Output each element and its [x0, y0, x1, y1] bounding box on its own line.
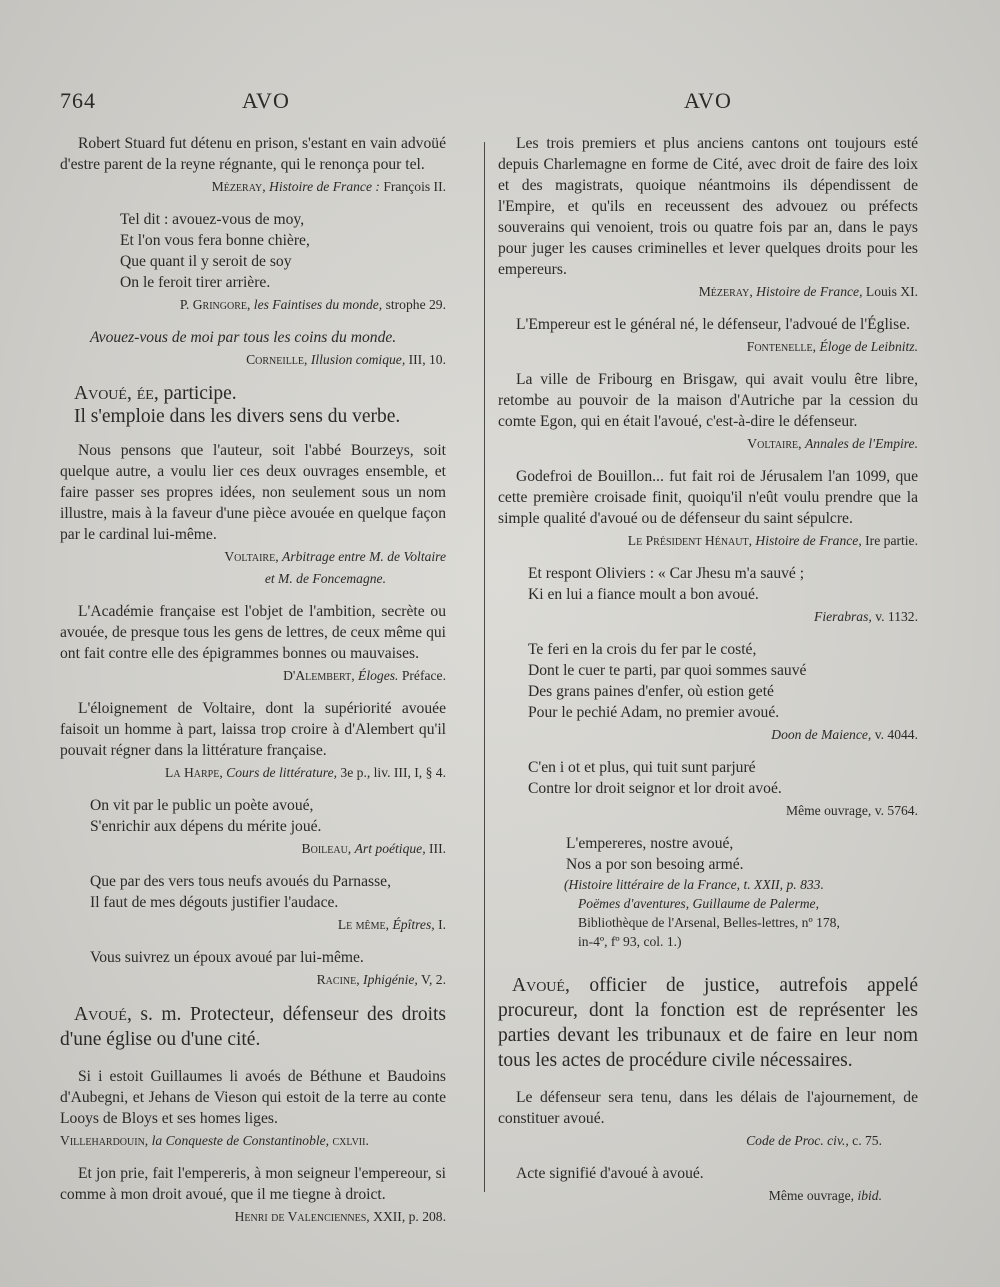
page-number: 764: [60, 88, 96, 113]
verse-block: C'en i ot et plus, qui tuit sunt parjuré Contre lor droit seignor et lor droit avoé.: [528, 759, 782, 797]
citation: Corneille, Illusion comique, III, 10.: [246, 352, 446, 367]
right-column: [498, 133, 918, 1218]
citation: Le Président Hénaut, Histoire de France, Ire partie.: [627, 533, 918, 548]
citation: Villehardouin, la Conqueste de Constantinoble, cxlvii.: [60, 1133, 369, 1148]
entry-heading: Avoué, s. m. Protecteur, défenseur des droits d'une église ou d'une cité.: [60, 1004, 447, 1050]
citation: Racine, Iphigénie, V, 2.: [316, 972, 446, 987]
citation: P. Gringore, les Faintises du monde, strophe 29.: [179, 297, 446, 312]
citation-block: (Histoire littéraire de la France, t. XXII, p. 833. Poëmes d'aventures, Guillaume de Palerme, Bibliothèque de l'Arsenal, Belles-lettres, nº 178, in-4º, fº 93, col. 1.): [564, 877, 840, 949]
citation: Voltaire, Arbitrage entre M. de Voltaire: [224, 549, 446, 564]
quote-paragraph: Robert Stuard fut détenu en prison, s'estant en vain advoüé d'estre parent de la reyne régnante, qui le renonça pour tel.: [60, 135, 446, 173]
quote-paragraph: L'Empereur est le général né, le défenseur, l'advoué de l'Église.: [516, 316, 911, 333]
verse-block: On vit par le public un poète avoué, S'enrichir aux dépens du mérite joué.: [90, 797, 322, 835]
quote-paragraph: L'éloignement de Voltaire, dont la supériorité avouée faisoit un homme à part, laissa trop croire à d'Alembert qu'il pouvait régner dans la littérature française.: [60, 700, 446, 759]
citation: Code de Proc. civ., c. 75.: [746, 1133, 882, 1148]
citation: Mézeray, Histoire de France : François II.: [211, 179, 446, 194]
verse-block: Que par des vers tous neufs avoués du Parnasse, Il faut de mes dégouts justifier l'audace.: [90, 873, 391, 911]
citation: Fontenelle, Éloge de Leibnitz.: [746, 339, 918, 354]
quote-paragraph: Le défenseur sera tenu, dans les délais de l'ajournement, de constituer avoué.: [498, 1089, 918, 1127]
left-running-head: AVO: [242, 88, 290, 113]
quote-paragraph: Si i estoit Guillaumes li avoés de Béthune et Baudoins d'Aubegni, et Jehans de Vieson qui estoit de la terre au conte Looys de Bloys et ses homes liges.: [60, 1068, 446, 1127]
citation: Boileau, Art poétique, III.: [301, 841, 446, 856]
verse-block: Vous suivrez un époux avoué par lui-même.: [90, 949, 364, 966]
verse-block: Tel dit : avouez-vous de moy, Et l'on vous fera bonne chière, Que quant il y seroit de soy On le feroit tirer arrière.: [120, 211, 310, 291]
entry-heading: Avoué, officier de justice, autrefois appelé procureur, dont la fonction est de représenter les parties devant les tribunaux et de faire en leur nom tous les actes de procédure civile nécessaires.: [498, 975, 919, 1071]
citation: Même ouvrage, v. 5764.: [785, 803, 918, 818]
left-column: [60, 133, 446, 1239]
quote-paragraph: Les trois premiers et plus anciens cantons ont toujours esté depuis Charlemagne en forme de Cité, avec droit de faire des loix et des magistrats, quoique néantmoins ils dépendissent de l'Empire, et qu'ils en receussent des advouez ou préfects souverains qui venoient, trois ou quatre fois par an, dans le pays pour juger les causes criminelles et lever quelques droits pour les empereurs.: [498, 135, 918, 278]
citation: Henri de Valenciennes, XXII, p. 208.: [234, 1209, 446, 1224]
citation: Fierabras, v. 1132.: [814, 609, 918, 624]
quote-paragraph: Godefroi de Bouillon... fut fait roi de Jérusalem l'an 1099, que cette première croisade finit, quoiqu'il n'eût voulu prendre que la simple qualité d'avoué ou de défenseur du saint sépulcre.: [498, 468, 918, 527]
verse-block: Te feri en la crois du fer par le costé, Dont le cuer te parti, par quoi sommes sauvé Des grans paines d'enfer, où estion geté Pour le pechié Adam, no premier avoué.: [528, 641, 807, 721]
entry-heading: Avoué, ée, participe. Il s'emploie dans les divers sens du verbe.: [74, 383, 401, 427]
quote-paragraph: Nous pensons que l'auteur, soit l'abbé Bourzeys, soit quelque autre, a voulu lier ces deux ouvrages ensemble, et faire passer ses propres idées, non seulement sous un nom illustre, mais à la faveur d'une pièce avouée en quelque façon par le cardinal lui-même.: [60, 442, 446, 543]
citation: La Harpe, Cours de littérature, 3e p., liv. III, I, § 4.: [165, 765, 446, 780]
quote-paragraph: Acte signifié d'avoué à avoué.: [516, 1165, 704, 1182]
citation: Doon de Maience, v. 4044.: [771, 727, 918, 742]
citation: Mézeray, Histoire de France, Louis XI.: [698, 284, 918, 299]
citation-continued: et M. de Foncemagne.: [264, 571, 386, 586]
quote-paragraph: L'Académie française est l'objet de l'ambition, secrète ou avouée, de presque tous les gens de lettres, de ceux même qui ont fait contre elle des épigrammes bonnes ou mauvaises.: [60, 603, 446, 662]
quote-paragraph: Et jon prie, fait l'empereris, à mon seigneur l'empereour, si comme à mon droit avoué, que il me tiegne à droict.: [60, 1165, 446, 1203]
verse-block: L'empereres, nostre avoué, Nos a por son besoing armé.: [566, 835, 744, 873]
column-divider: [484, 142, 485, 1192]
quote-paragraph: La ville de Fribourg en Brisgaw, qui avait voulu être libre, retombe au pouvoir de la maison d'Autriche par la cession du comte Egon, qui en était l'avoué, c'est-à-dire le défenseur.: [498, 371, 918, 430]
right-running-head: AVO: [684, 88, 732, 113]
quote-paragraph: Avouez-vous de moi par tous les coins du monde.: [90, 329, 397, 346]
citation: D'Alembert, Éloges. Préface.: [283, 668, 446, 683]
citation: Le même, Épîtres, I.: [337, 917, 446, 932]
citation: Même ouvrage, ibid.: [768, 1188, 882, 1203]
citation: Voltaire, Annales de l'Empire.: [747, 436, 918, 451]
verse-block: Et respont Oliviers : « Car Jhesu m'a sauvé ; Ki en lui a fiance moult a bon avoué.: [528, 565, 805, 603]
